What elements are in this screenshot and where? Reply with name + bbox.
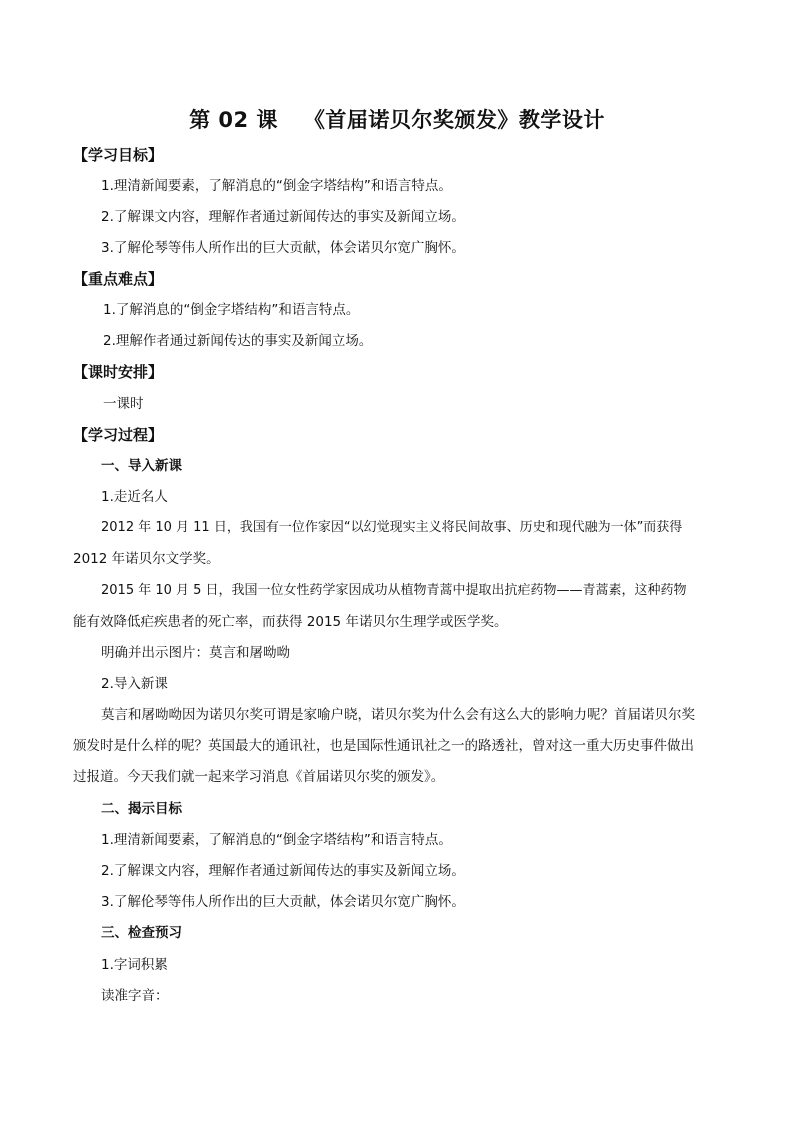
section1-sub1: 1.走近名人 — [101, 489, 168, 505]
page-title — [0, 104, 794, 134]
para3-line1: 莫言和屠呦呦因为诺贝尔奖可谓是家喻户晓，诺贝尔奖为什么会有这么大的影响力呢？首届诺贝尔奖 — [101, 707, 695, 723]
section3-sub1: 1.字词积累 — [101, 957, 168, 973]
para2-line1: 2015 年 10 月 5 日，我国一位女性药学家因成功从植物青蒿中提取出抗疟药物——青蒿素，这种药物 — [101, 583, 687, 598]
read-pronunciation-label: 读准字音： — [101, 988, 169, 1004]
section1-sub2: 2.导入新课 — [101, 676, 168, 692]
section2-title: 二、揭示目标 — [101, 801, 182, 817]
para3-line3: 过报道。今天我们就一起来学习消息《首届诺贝尔奖的颁发》。 — [73, 769, 445, 785]
section2-item-1: 1.理清新闻要素，了解消息的“倒金字塔结构”和语言特点。 — [101, 832, 452, 848]
lesson-name: 《首届诺贝尔奖颁发》教学设计 — [303, 108, 605, 132]
goal-item-3: 3.了解伦琴等伟人所作出的巨大贡献，体会诺贝尔宽广胸怀。 — [101, 240, 465, 256]
para1-line2: 2012 年诺贝尔文学奖。 — [73, 551, 220, 567]
para3-line2: 颁发时是什么样的呢？英国最大的通讯社，也是国际性通讯社之一的路透社，曾对这一重大历史事件做出 — [73, 738, 694, 754]
process-heading: 【学习过程】 — [73, 426, 164, 444]
para1-line1: 2012 年 10 月 11 日，我国有一位作家因“以幻觉现实主义将民间故事、历史和现代融为一体”而获得 — [101, 520, 683, 535]
schedule-text: 一课时 — [103, 396, 144, 412]
goal-item-1: 1.理清新闻要素，了解消息的“倒金字塔结构”和语言特点。 — [101, 178, 452, 194]
para2-line2: 能有效降低疟疾患者的死亡率，而获得 2015 年诺贝尔生理学或医学奖。 — [73, 614, 508, 630]
schedule-heading: 【课时安排】 — [73, 363, 164, 381]
section2-item-2: 2.了解课文内容，理解作者通过新闻传达的事实及新闻立场。 — [101, 863, 465, 879]
reveal-text: 明确并出示图片：莫言和屠呦呦 — [101, 645, 290, 661]
key-points-heading: 【重点难点】 — [73, 270, 164, 288]
lesson-number: 第 02 课 — [189, 108, 278, 132]
section2-item-3: 3.了解伦琴等伟人所作出的巨大贡献，体会诺贝尔宽广胸怀。 — [101, 894, 465, 910]
key-point-item-1: 1.了解消息的“倒金字塔结构”和语言特点。 — [103, 302, 360, 318]
goals-heading: 【学习目标】 — [73, 146, 164, 164]
goal-item-2: 2.了解课文内容，理解作者通过新闻传达的事实及新闻立场。 — [101, 209, 465, 225]
section1-title: 一、导入新课 — [101, 458, 182, 474]
section3-title: 三、检查预习 — [101, 925, 182, 941]
key-point-item-2: 2.理解作者通过新闻传达的事实及新闻立场。 — [103, 333, 373, 349]
